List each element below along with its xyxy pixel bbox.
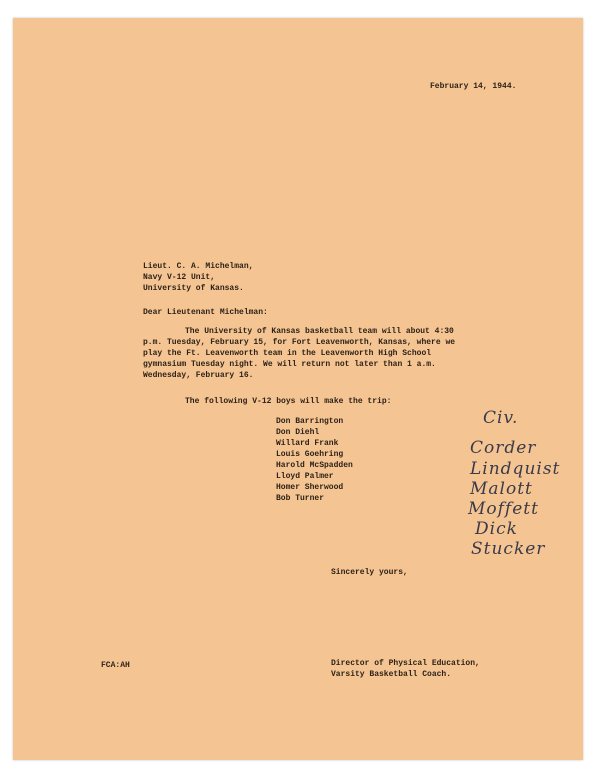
recipient-line: University of Kansas. (143, 284, 244, 293)
player-name: Harold McSpadden (276, 461, 353, 470)
recipient-line: Navy V-12 Unit, (143, 273, 216, 282)
salutation: Dear Lieutenant Michelman: (143, 308, 268, 317)
handwritten-note: Lindquist (470, 459, 561, 479)
letter-date: February 14, 1944. (430, 82, 517, 91)
letter-page (13, 18, 583, 760)
handwritten-note: Stucker (471, 539, 546, 559)
player-name: Louis Goehring (276, 450, 344, 459)
handwritten-note: Moffett (468, 499, 539, 519)
list-intro: The following V-12 boys will make the trip: (185, 397, 392, 406)
player-name: Lloyd Palmer (276, 472, 334, 481)
signature-line: Varsity Basketball Coach. (331, 670, 452, 679)
body-line: play the Ft. Leavenworth team in the Leavenworth High School (143, 349, 432, 358)
handwritten-note: Corder (470, 438, 537, 458)
player-name: Bob Turner (276, 494, 325, 503)
signature-line: Director of Physical Education, (331, 659, 480, 668)
body-line: Wednesday, February 16. (143, 371, 254, 380)
handwritten-note: Dick (475, 519, 518, 539)
body-line: gymnasium Tuesday night. We will return not later than 1 a.m. (143, 360, 436, 369)
player-name: Don Barrington (276, 417, 344, 426)
recipient-line: Lieut. C. A. Michelman, (143, 262, 254, 271)
player-name: Homer Sherwood (276, 483, 344, 492)
handwritten-note: Civ. (483, 408, 519, 428)
body-line: p.m. Tuesday, February 15, for Fort Leavenworth, Kansas, where we (143, 338, 456, 347)
typist-initials: FCA:AH (101, 661, 130, 670)
player-name: Willard Frank (276, 439, 339, 448)
body-line: The University of Kansas basketball team will about 4:30 (185, 327, 454, 336)
player-name: Don Diehl (276, 428, 320, 437)
closing: Sincerely yours, (331, 568, 408, 577)
handwritten-note: Malott (470, 479, 533, 499)
